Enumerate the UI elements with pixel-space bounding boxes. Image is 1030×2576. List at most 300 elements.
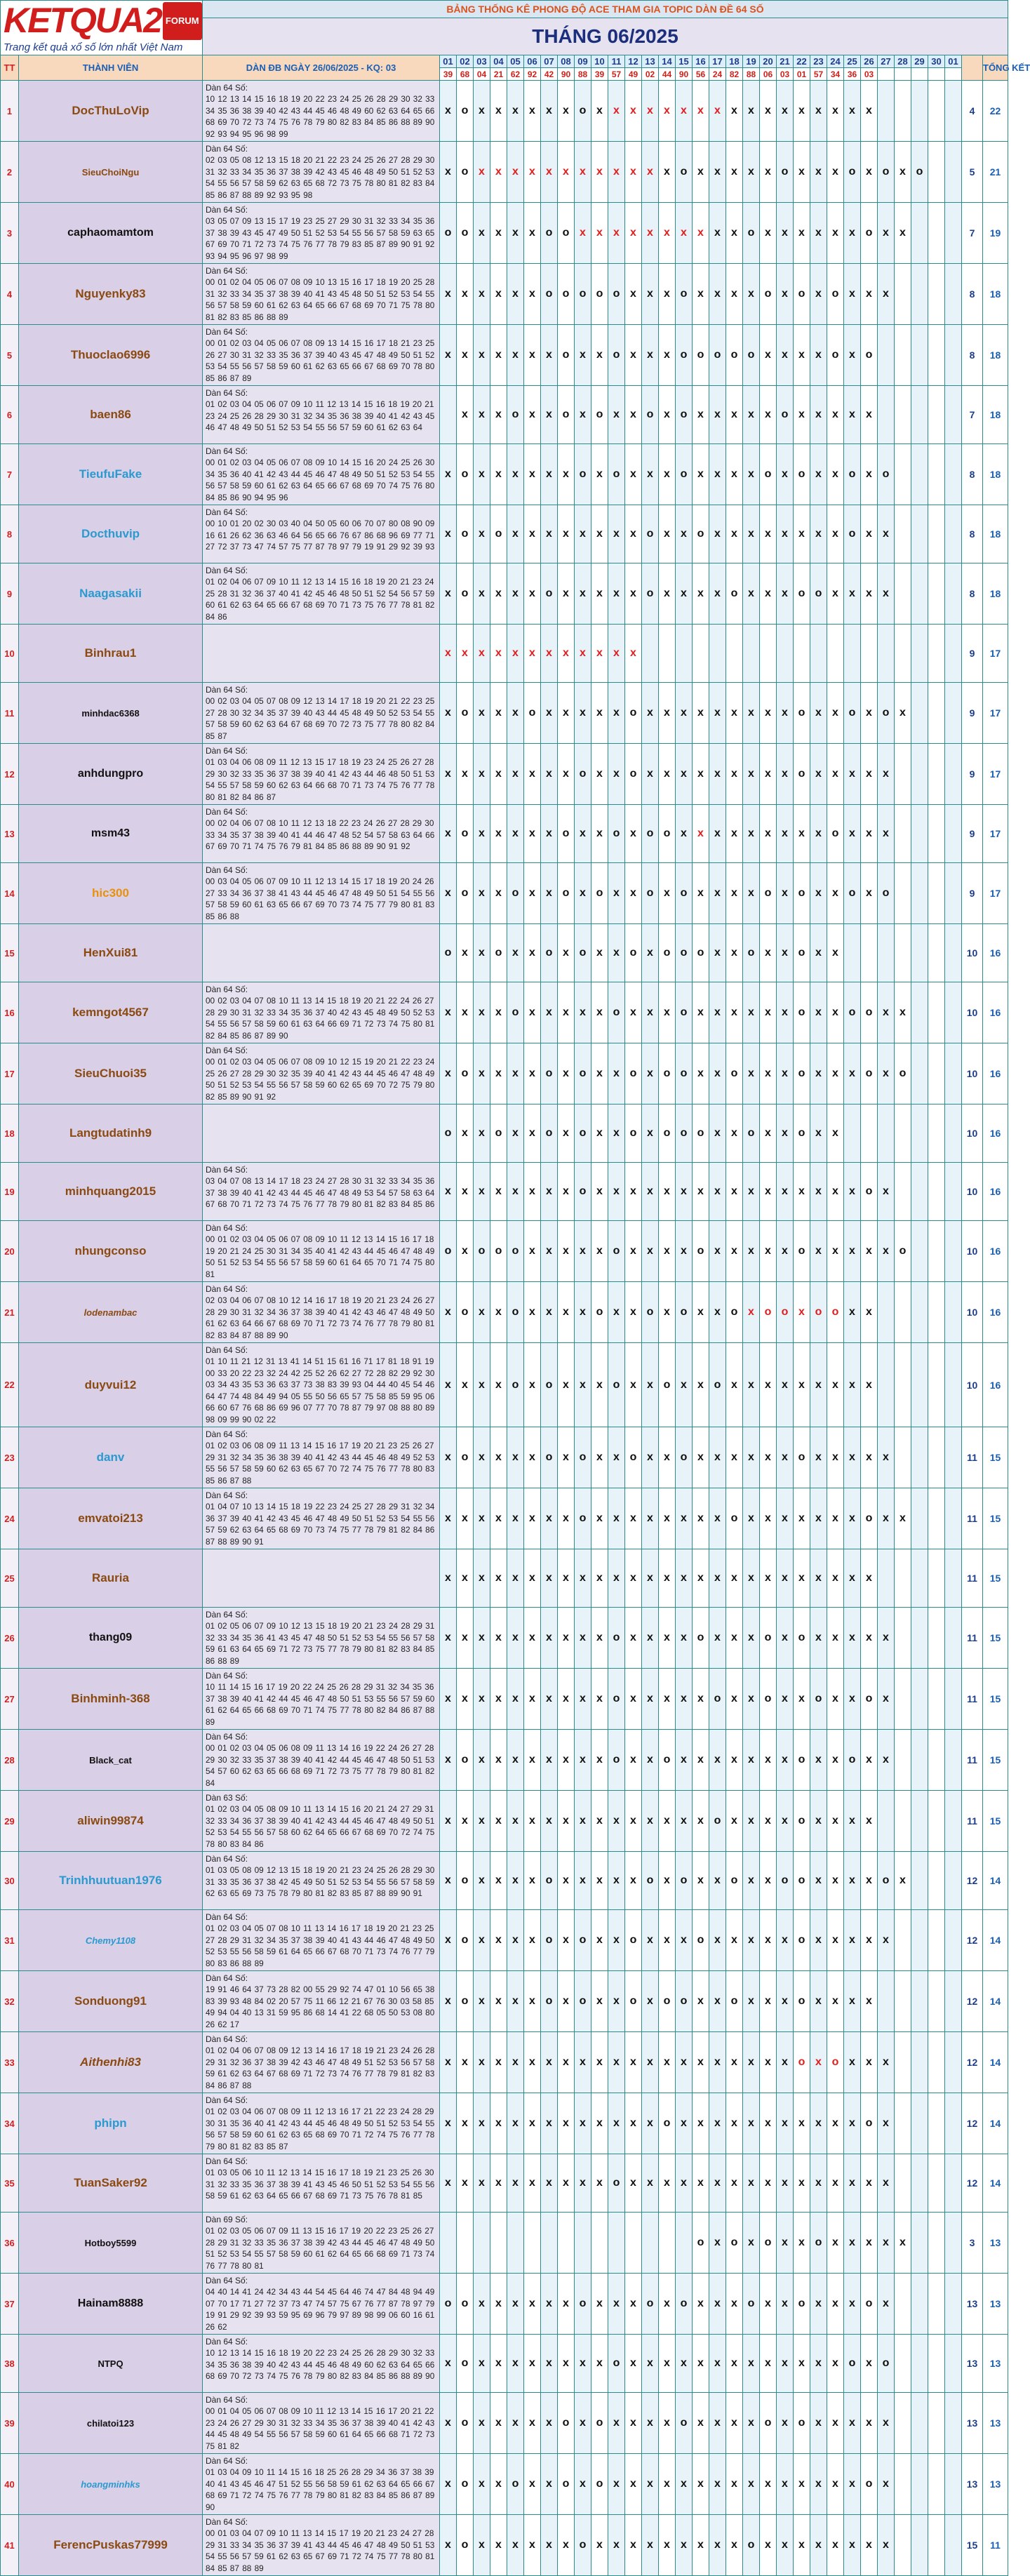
miss-mark: x <box>596 1127 603 1139</box>
day-mark <box>878 744 895 805</box>
day-result: 06 <box>760 68 777 81</box>
day-mark <box>659 1488 676 1549</box>
hit-mark: o <box>764 288 772 300</box>
day-mark <box>945 1105 962 1163</box>
miss-mark: x <box>866 408 872 420</box>
miss-mark: x <box>815 1185 822 1197</box>
member-name[interactable]: Binhminh-368 <box>19 1669 203 1730</box>
col-header-dan: DÀN ĐB NGÀY 26/06/2025 - KQ: 03 <box>203 55 440 81</box>
member-name[interactable]: Sonduong91 <box>19 1971 203 2032</box>
day-mark <box>911 1282 928 1343</box>
member-name[interactable]: NTPQ <box>19 2335 203 2393</box>
miss-mark: x <box>647 947 653 959</box>
day-mark <box>659 142 676 203</box>
dan-title: Dàn 64 Số: <box>206 144 248 154</box>
day-mark <box>928 1105 945 1163</box>
day-mark <box>777 1163 794 1221</box>
miss-mark: x <box>580 528 586 540</box>
day-mark <box>911 264 928 325</box>
day-mark <box>827 81 844 142</box>
day-mark <box>440 203 457 264</box>
miss-mark: x <box>798 1378 805 1391</box>
col-header-tt: TT <box>1 55 19 81</box>
day-mark <box>928 203 945 264</box>
miss-mark: x <box>765 227 771 239</box>
miss-mark: x <box>613 1995 620 2007</box>
day-mark <box>777 1488 794 1549</box>
day-mark <box>709 1669 726 1730</box>
day-mark <box>895 744 911 805</box>
day-mark <box>608 325 625 386</box>
miss-mark: x <box>849 2297 855 2309</box>
miss-mark: x <box>664 408 670 420</box>
member-name[interactable]: nhungconso <box>19 1221 203 1282</box>
miss-mark: x <box>512 2056 519 2068</box>
member-name[interactable]: lodenambac <box>19 1282 203 1343</box>
member-name[interactable]: caphaomamtom <box>19 203 203 264</box>
member-name[interactable]: hic300 <box>19 863 203 924</box>
miss-mark: x <box>798 2177 805 2189</box>
day-mark <box>625 1791 642 1852</box>
hit-mark: o <box>764 2417 772 2429</box>
day-mark <box>760 444 777 505</box>
day-mark <box>743 1971 760 2032</box>
hit-mark: o <box>613 2357 620 2369</box>
table-row <box>1 982 1008 1043</box>
day-mark <box>575 1608 591 1669</box>
day-mark <box>642 1163 659 1221</box>
dan-cell <box>203 444 440 505</box>
miss-mark: x <box>495 166 502 178</box>
day-mark <box>608 1427 625 1488</box>
member-name[interactable]: aliwin99874 <box>19 1791 203 1852</box>
member-name[interactable]: TieufuFake <box>19 444 203 505</box>
day-mark <box>895 1343 911 1427</box>
day-mark <box>911 863 928 924</box>
day-mark <box>810 1910 827 1971</box>
day-mark <box>895 505 911 563</box>
day-mark <box>693 863 709 924</box>
day-mark <box>810 982 827 1043</box>
day-mark <box>844 1730 861 1791</box>
miss-mark: x <box>697 1512 704 1524</box>
day-mark <box>810 683 827 744</box>
day-mark <box>743 444 760 505</box>
member-name[interactable]: phipn <box>19 2093 203 2154</box>
day-mark <box>743 2032 760 2093</box>
day-mark <box>558 1221 575 1282</box>
miss-mark: x <box>731 1185 737 1197</box>
day-mark <box>490 1852 507 1910</box>
hit-mark: o <box>848 2357 856 2369</box>
total-score: 16 <box>983 1043 1008 1105</box>
member-name[interactable]: Thuoclao6996 <box>19 325 203 386</box>
day-mark <box>676 2032 693 2093</box>
day-mark <box>541 1730 558 1791</box>
member-name[interactable]: TuanSaker92 <box>19 2154 203 2213</box>
miss-mark: x <box>748 1995 754 2007</box>
miss-mark: x <box>630 2297 636 2309</box>
miss-mark: x <box>647 1245 653 1257</box>
member-name[interactable]: SieuChuoi35 <box>19 1043 203 1105</box>
day-mark <box>827 625 844 683</box>
miss-mark: x <box>479 647 485 659</box>
miss-mark: x <box>630 1754 636 1766</box>
day-mark <box>861 1163 878 1221</box>
miss-mark: x <box>731 227 737 239</box>
miss-mark: x <box>512 1995 519 2007</box>
day-mark <box>474 1105 490 1163</box>
miss-mark: x <box>883 1631 889 1643</box>
day-mark <box>625 386 642 444</box>
day-mark <box>743 1043 760 1105</box>
miss-mark: x <box>664 2297 670 2309</box>
day-result: 82 <box>726 68 743 81</box>
hit-mark: o <box>596 2417 603 2429</box>
day-mark <box>945 1971 962 2032</box>
miss-mark: x <box>445 1995 451 2007</box>
miss-mark: x <box>765 2056 771 2068</box>
miss-mark: x <box>529 2297 535 2309</box>
miss-mark: x <box>765 1451 771 1463</box>
day-mark <box>911 1488 928 1549</box>
day-mark <box>457 203 474 264</box>
day-mark <box>457 1163 474 1221</box>
miss-mark: x <box>832 1995 838 2007</box>
day-mark <box>844 1669 861 1730</box>
member-name[interactable]: duyvui12 <box>19 1343 203 1427</box>
day-mark <box>777 2213 794 2274</box>
miss-mark: x <box>647 1185 653 1197</box>
day-mark <box>642 1910 659 1971</box>
day-mark <box>895 625 911 683</box>
member-name[interactable]: minhdac6368 <box>19 683 203 744</box>
day-mark <box>642 1282 659 1343</box>
day-mark <box>490 203 507 264</box>
day-mark <box>524 505 541 563</box>
miss-mark: x <box>765 349 771 361</box>
total-score: 15 <box>983 1549 1008 1608</box>
member-name[interactable]: Nguyenky83 <box>19 264 203 325</box>
hit-mark: o <box>461 1451 469 1463</box>
miss-mark: x <box>782 1693 788 1704</box>
miss-mark: x <box>563 2297 569 2309</box>
day-mark <box>928 444 945 505</box>
miss-mark: x <box>529 1127 535 1139</box>
day-mark <box>693 444 709 505</box>
day-mark <box>440 1043 457 1105</box>
day-mark <box>945 386 962 444</box>
day-mark <box>591 325 608 386</box>
miss-mark: x <box>832 1693 838 1704</box>
day-mark <box>507 2274 524 2335</box>
day-mark <box>591 505 608 563</box>
day-mark <box>507 264 524 325</box>
miss-mark: x <box>479 528 485 540</box>
member-name[interactable]: minhquang2015 <box>19 1163 203 1221</box>
day-mark <box>743 1282 760 1343</box>
day-mark <box>490 982 507 1043</box>
day-result: 21 <box>490 68 507 81</box>
day-mark <box>709 1852 726 1910</box>
miss-mark: x <box>479 1934 485 1946</box>
member-name[interactable]: hoangminhks <box>19 2454 203 2515</box>
miss-mark: x <box>462 947 468 959</box>
day-mark <box>575 1669 591 1730</box>
miss-mark: x <box>664 1631 670 1643</box>
miss-mark: x <box>765 1378 771 1391</box>
day-mark <box>777 505 794 563</box>
hit-mark: o <box>747 2539 755 2551</box>
member-name[interactable]: Langtudatinh9 <box>19 1105 203 1163</box>
day-mark <box>474 1282 490 1343</box>
day-mark <box>709 683 726 744</box>
hit-count: 13 <box>962 2454 983 2515</box>
member-name[interactable]: Binhrau1 <box>19 625 203 683</box>
day-mark <box>760 2515 777 2576</box>
day-mark <box>827 1488 844 1549</box>
miss-mark: x <box>664 2417 670 2429</box>
member-name[interactable]: kemngot4567 <box>19 982 203 1043</box>
day-mark <box>440 1910 457 1971</box>
day-mark <box>676 1427 693 1488</box>
miss-mark: x <box>681 105 687 116</box>
miss-mark: x <box>798 1572 805 1584</box>
dan-cell <box>203 203 440 264</box>
miss-mark: x <box>630 408 636 420</box>
miss-mark: x <box>697 1067 704 1079</box>
member-name[interactable]: Aithenhi83 <box>19 2032 203 2093</box>
day-mark <box>794 1343 810 1427</box>
hit-count: 15 <box>962 2515 983 2576</box>
miss-mark: x <box>883 288 889 300</box>
miss-mark: x <box>630 827 636 839</box>
day-mark <box>575 203 591 264</box>
day-mark <box>642 1043 659 1105</box>
miss-mark: x <box>495 349 502 361</box>
miss-mark: x <box>563 166 569 178</box>
day-mark <box>625 203 642 264</box>
day-mark <box>457 924 474 982</box>
member-name[interactable]: Docthuvip <box>19 505 203 563</box>
miss-mark: x <box>495 1378 502 1391</box>
member-name[interactable]: Black_cat <box>19 1730 203 1791</box>
day-mark <box>490 683 507 744</box>
day-mark <box>844 1163 861 1221</box>
miss-mark: x <box>563 1572 569 1584</box>
miss-mark: x <box>714 1631 721 1643</box>
day-mark <box>524 1043 541 1105</box>
day-mark <box>693 2154 709 2213</box>
miss-mark: x <box>596 166 603 178</box>
day-mark <box>760 142 777 203</box>
hit-mark: o <box>680 1995 688 2007</box>
day-mark <box>693 1343 709 1427</box>
day-mark <box>440 625 457 683</box>
member-name[interactable]: Hainam8888 <box>19 2274 203 2335</box>
day-mark <box>558 2154 575 2213</box>
table-row <box>1 924 1008 982</box>
day-result: 62 <box>507 68 524 81</box>
hit-mark: o <box>781 1306 789 1318</box>
day-mark <box>659 81 676 142</box>
member-name[interactable]: Hotboy5599 <box>19 2213 203 2274</box>
miss-mark: x <box>748 1572 754 1584</box>
hit-mark: o <box>848 468 856 480</box>
miss-mark: x <box>731 947 737 959</box>
miss-mark: x <box>580 707 586 719</box>
day-mark <box>861 1669 878 1730</box>
day-mark <box>507 805 524 863</box>
day-mark <box>726 563 743 625</box>
miss-mark: x <box>664 1934 670 1946</box>
day-mark <box>844 982 861 1043</box>
day-mark <box>541 1549 558 1608</box>
day-mark <box>810 325 827 386</box>
dan-title: Dàn 64 Số: <box>206 1490 248 1500</box>
day-mark <box>490 1343 507 1427</box>
hit-mark: o <box>478 1245 486 1257</box>
day-mark <box>457 1669 474 1730</box>
day-mark <box>625 2093 642 2154</box>
day-mark <box>457 2335 474 2393</box>
day-mark <box>743 2274 760 2335</box>
miss-mark: x <box>849 1451 855 1463</box>
day-mark <box>760 563 777 625</box>
member-name[interactable]: danv <box>19 1427 203 1488</box>
day-mark <box>457 982 474 1043</box>
miss-mark: x <box>714 2056 721 2068</box>
hit-mark: o <box>545 1127 553 1139</box>
day-mark <box>591 142 608 203</box>
miss-mark: x <box>697 2297 704 2309</box>
day-mark <box>726 1221 743 1282</box>
total-score: 15 <box>983 1488 1008 1549</box>
day-mark <box>743 325 760 386</box>
miss-mark: x <box>798 2357 805 2369</box>
member-name[interactable]: baen86 <box>19 386 203 444</box>
day-mark <box>558 81 575 142</box>
miss-mark: x <box>714 2478 721 2490</box>
miss-mark: x <box>748 707 754 719</box>
miss-mark: x <box>647 227 653 239</box>
row-index: 8 <box>1 505 19 563</box>
miss-mark: x <box>714 1127 721 1139</box>
hit-mark: o <box>899 1067 907 1079</box>
member-name[interactable]: msm43 <box>19 805 203 863</box>
hit-count: 12 <box>962 2032 983 2093</box>
day-mark <box>659 1730 676 1791</box>
row-index: 38 <box>1 2335 19 2393</box>
miss-mark: x <box>681 1512 687 1524</box>
day-mark <box>676 2093 693 2154</box>
total-score: 17 <box>983 744 1008 805</box>
hit-count: 9 <box>962 863 983 924</box>
member-name[interactable]: emvatoi213 <box>19 1488 203 1549</box>
member-name[interactable]: anhdungpro <box>19 744 203 805</box>
day-mark <box>507 325 524 386</box>
day-mark <box>945 505 962 563</box>
day-mark <box>541 1910 558 1971</box>
day-mark <box>878 1852 895 1910</box>
miss-mark: x <box>899 1874 906 1886</box>
member-name[interactable]: chilatoi123 <box>19 2393 203 2454</box>
miss-mark: x <box>832 1874 838 1886</box>
miss-mark: x <box>613 2478 620 2490</box>
day-mark <box>625 1163 642 1221</box>
day-mark <box>440 805 457 863</box>
day-mark <box>911 805 928 863</box>
miss-mark: x <box>563 1378 569 1391</box>
miss-mark: x <box>664 2056 670 2068</box>
day-mark <box>878 2515 895 2576</box>
miss-mark: x <box>563 1934 569 1946</box>
table-row <box>1 2213 1008 2274</box>
day-mark <box>945 805 962 863</box>
member-name[interactable]: DocThuLoVip <box>19 81 203 142</box>
miss-mark: x <box>849 349 855 361</box>
day-mark <box>743 683 760 744</box>
day-mark <box>928 2093 945 2154</box>
day-result <box>895 68 911 81</box>
day-mark <box>693 325 709 386</box>
day-mark <box>541 1427 558 1488</box>
hit-mark: o <box>663 947 671 959</box>
day-mark <box>507 2213 524 2274</box>
day-mark <box>878 1910 895 1971</box>
miss-mark: x <box>832 587 838 599</box>
member-name[interactable]: Trinhhuutuan1976 <box>19 1852 203 1910</box>
miss-mark: x <box>563 1815 569 1827</box>
miss-mark: x <box>479 227 485 239</box>
day-mark <box>440 1852 457 1910</box>
miss-mark: x <box>883 827 889 839</box>
miss-mark: x <box>714 2539 721 2551</box>
member-name[interactable]: Rauria <box>19 1549 203 1608</box>
hit-mark: o <box>764 1306 772 1318</box>
miss-mark: x <box>697 2357 704 2369</box>
hit-mark: o <box>579 1934 587 1946</box>
miss-mark: x <box>630 288 636 300</box>
day-mark <box>524 2335 541 2393</box>
day-mark <box>743 1730 760 1791</box>
hit-mark: o <box>798 1874 805 1886</box>
member-name[interactable]: Naagasakii <box>19 563 203 625</box>
member-name[interactable]: thang09 <box>19 1608 203 1669</box>
day-mark <box>777 2393 794 2454</box>
day-mark <box>474 203 490 264</box>
day-mark <box>625 924 642 982</box>
day-mark <box>895 1282 911 1343</box>
member-name[interactable]: HenXui81 <box>19 924 203 982</box>
miss-mark: x <box>563 1306 569 1318</box>
miss-mark: x <box>495 1995 502 2007</box>
hit-mark: o <box>562 227 570 239</box>
miss-mark: x <box>731 1006 737 1018</box>
miss-mark: x <box>529 288 535 300</box>
miss-mark: x <box>647 288 653 300</box>
day-mark <box>558 1669 575 1730</box>
day-mark <box>911 203 928 264</box>
member-name[interactable]: Chemy1108 <box>19 1910 203 1971</box>
brand-logo[interactable] <box>4 2 202 40</box>
day-mark <box>895 2335 911 2393</box>
member-name[interactable]: SieuChoiNgu <box>19 142 203 203</box>
member-name[interactable]: FerencPuskas77999 <box>19 2515 203 2576</box>
hit-mark: o <box>730 1067 738 1079</box>
miss-mark: x <box>512 1067 519 1079</box>
day-mark <box>827 1163 844 1221</box>
